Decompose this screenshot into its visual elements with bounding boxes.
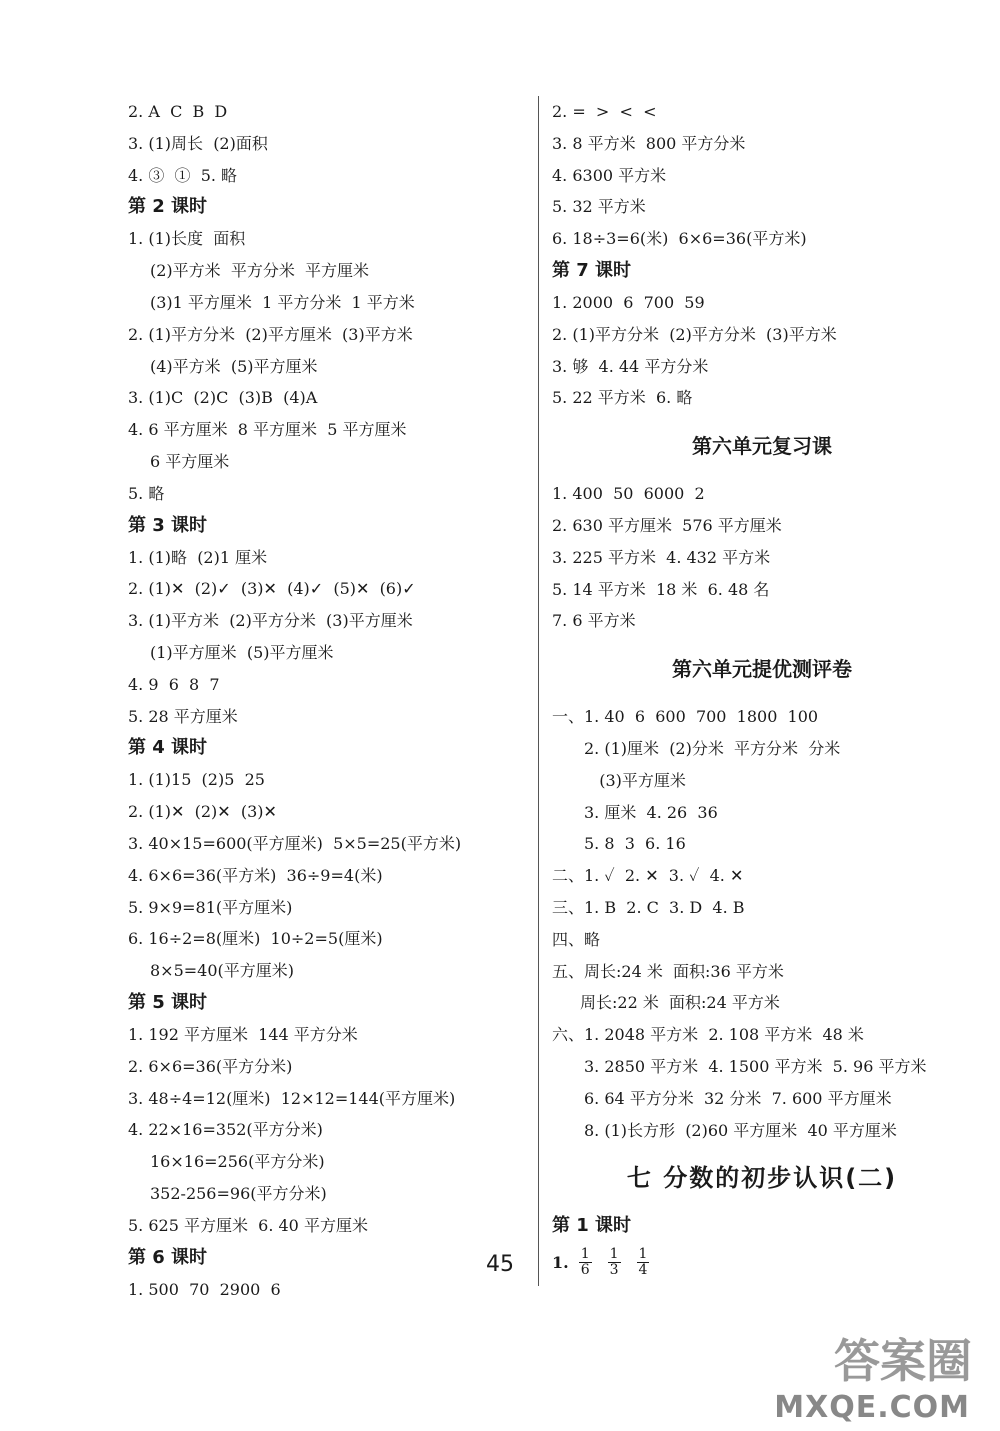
answer-line: 6. 18÷3=6(米) 6×6=36(平方米) <box>552 229 807 249</box>
answer-subline: 3. 厘米 4. 26 36 <box>584 802 718 822</box>
answer-line: 5. 9×9=81(平方厘米) <box>128 897 293 917</box>
answer-subline: 3. 2850 平方米 4. 1500 平方米 5. 96 平方米 <box>584 1056 927 1076</box>
answer-line: 5. 略 <box>128 483 165 503</box>
answer-subline: 8×5=40(平方厘米) <box>150 961 295 981</box>
answer-line: 2. = > < < <box>552 102 657 121</box>
answer-line: 4. 6 平方厘米 8 平方厘米 5 平方厘米 <box>128 420 407 440</box>
answer-subline: 2. (1)厘米 (2)分米 平方分米 分米 <box>584 738 841 758</box>
answer-subline: (1)平方厘米 (5)平方厘米 <box>150 642 334 662</box>
answer-line: 二、1. ✓ 2. ✕ 3. ✓ 4. ✕ <box>552 866 744 886</box>
answer-line: 2. (1)✕ (2)✓ (3)✕ (4)✓ (5)✕ (6)✓ <box>128 579 416 599</box>
column-divider <box>538 96 539 1286</box>
question-number: 1. <box>552 1252 569 1272</box>
answer-line: 2. 6×6=36(平方分米) <box>128 1056 293 1076</box>
answer-line: 3. (1)平方米 (2)平方分米 (3)平方厘米 <box>128 611 413 631</box>
answer-line: 4. 6×6=36(平方米) 36÷9=4(米) <box>128 865 383 885</box>
answer-line: 3. (1)C (2)C (3)B (4)A <box>128 388 318 408</box>
right-column <box>552 96 972 1282</box>
lesson-heading: 第 6 课时 <box>128 1246 208 1268</box>
answer-line: 2. (1)平方分米 (2)平方厘米 (3)平方米 <box>128 324 413 344</box>
lesson-heading: 第 1 课时 <box>552 1215 632 1237</box>
answer-line: 5. 625 平方厘米 6. 40 平方厘米 <box>128 1215 368 1235</box>
answer-line: 4. 6300 平方米 <box>552 165 667 185</box>
answer-subline: 6. 64 平方分米 32 分米 7. 600 平方厘米 <box>584 1088 892 1108</box>
lesson-heading: 第 4 课时 <box>128 737 208 759</box>
fraction-denominator: 6 <box>580 1261 590 1278</box>
answer-line: 1. (1)略 (2)1 厘米 <box>128 547 268 567</box>
answer-subline: 8. (1)长方形 (2)60 平方厘米 40 平方厘米 <box>584 1120 897 1140</box>
fraction-denominator: 4 <box>638 1261 648 1278</box>
answer-line: 一、1. 40 6 600 700 1800 100 <box>552 707 819 727</box>
lesson-heading: 第 3 课时 <box>128 514 208 536</box>
answer-subline: (4)平方米 (5)平方厘米 <box>150 356 318 376</box>
answer-subline: (3)平方厘米 <box>584 770 686 790</box>
answer-line: 3. 8 平方米 800 平方分米 <box>552 133 746 153</box>
fraction-numerator: 1 <box>638 1245 648 1262</box>
answer-line: 3. 48÷4=12(厘米) 12×12=144(平方厘米) <box>128 1088 456 1108</box>
page-number: 45 <box>486 1252 514 1277</box>
answer-line: 5. 28 平方厘米 <box>128 706 238 726</box>
lesson-heading: 第 2 课时 <box>128 196 208 218</box>
answer-line: 1. 2000 6 700 59 <box>552 292 705 312</box>
answer-line: 4. 9 6 8 7 <box>128 674 220 694</box>
left-column <box>128 96 528 1305</box>
lesson-heading: 第 5 课时 <box>128 991 208 1013</box>
unit-title: 第六单元提优测评卷 <box>672 657 852 682</box>
answer-line: 3. 够 4. 44 平方分米 <box>552 356 709 376</box>
answer-line: 4. 22×16=352(平方分米) <box>128 1120 323 1140</box>
fraction-denominator: 3 <box>609 1261 619 1278</box>
answer-line: 1. (1)15 (2)5 25 <box>128 770 265 790</box>
answer-line: 1. 500 70 2900 6 <box>128 1279 281 1299</box>
watermark-big: 答案圈 <box>834 1334 972 1388</box>
answer-subline: (2)平方米 平方分米 平方厘米 <box>150 261 370 281</box>
answer-line: 3. 40×15=600(平方厘米) 5×5=25(平方米) <box>128 833 462 853</box>
answer-subline: 16×16=256(平方分米) <box>150 1152 325 1172</box>
answer-line: 3. (1)周长 (2)面积 <box>128 133 268 153</box>
answer-subline: (3)1 平方厘米 1 平方分米 1 平方米 <box>150 292 415 312</box>
answer-subline: 352-256=96(平方分米) <box>150 1183 327 1203</box>
answer-line: 7. 6 平方米 <box>552 611 636 631</box>
answer-line: 2. 630 平方厘米 576 平方厘米 <box>552 515 782 535</box>
unit-title: 第六单元复习课 <box>692 434 832 459</box>
answer-line: 5. 14 平方米 18 米 6. 48 名 <box>552 579 770 599</box>
answer-line: 5. 22 平方米 6. 略 <box>552 388 693 408</box>
answer-line: 四、略 <box>552 929 601 949</box>
chapter-title: 七 分数的初步认识(二) <box>626 1164 898 1193</box>
answer-line: 1. 400 50 6000 2 <box>552 484 705 504</box>
answer-subline: 6 平方厘米 <box>150 451 230 471</box>
fraction-numerator: 1 <box>609 1245 619 1262</box>
answer-line: 三、1. B 2. C 3. D 4. B <box>552 897 745 917</box>
answer-line: 1. 192 平方厘米 144 平方分米 <box>128 1024 358 1044</box>
answer-line: 6. 16÷2=8(厘米) 10÷2=5(厘米) <box>128 929 383 949</box>
answer-subline: 5. 8 3 6. 16 <box>584 834 686 854</box>
answer-line: 4. ③ ① 5. 略 <box>128 165 238 185</box>
fraction-numerator: 1 <box>580 1245 590 1262</box>
answer-line: 六、1. 2048 平方米 2. 108 平方米 48 米 <box>552 1025 864 1045</box>
answer-line: 3. 225 平方米 4. 432 平方米 <box>552 547 771 567</box>
watermark-url: MXQE.COM <box>774 1390 970 1425</box>
answer-line: 2. A C B D <box>128 102 228 121</box>
answer-line: 五、周长:24 米 面积:36 平方米 <box>552 961 784 981</box>
answer-line: 5. 32 平方米 <box>552 197 646 217</box>
lesson-heading: 第 7 课时 <box>552 259 632 281</box>
answer-line: 2. (1)✕ (2)✕ (3)✕ <box>128 802 277 822</box>
answer-line: 2. (1)平方分米 (2)平方分米 (3)平方米 <box>552 324 837 344</box>
answer-subline: 周长:22 米 面积:24 平方米 <box>580 993 780 1013</box>
answer-line: 1. (1)长度 面积 <box>128 229 246 249</box>
